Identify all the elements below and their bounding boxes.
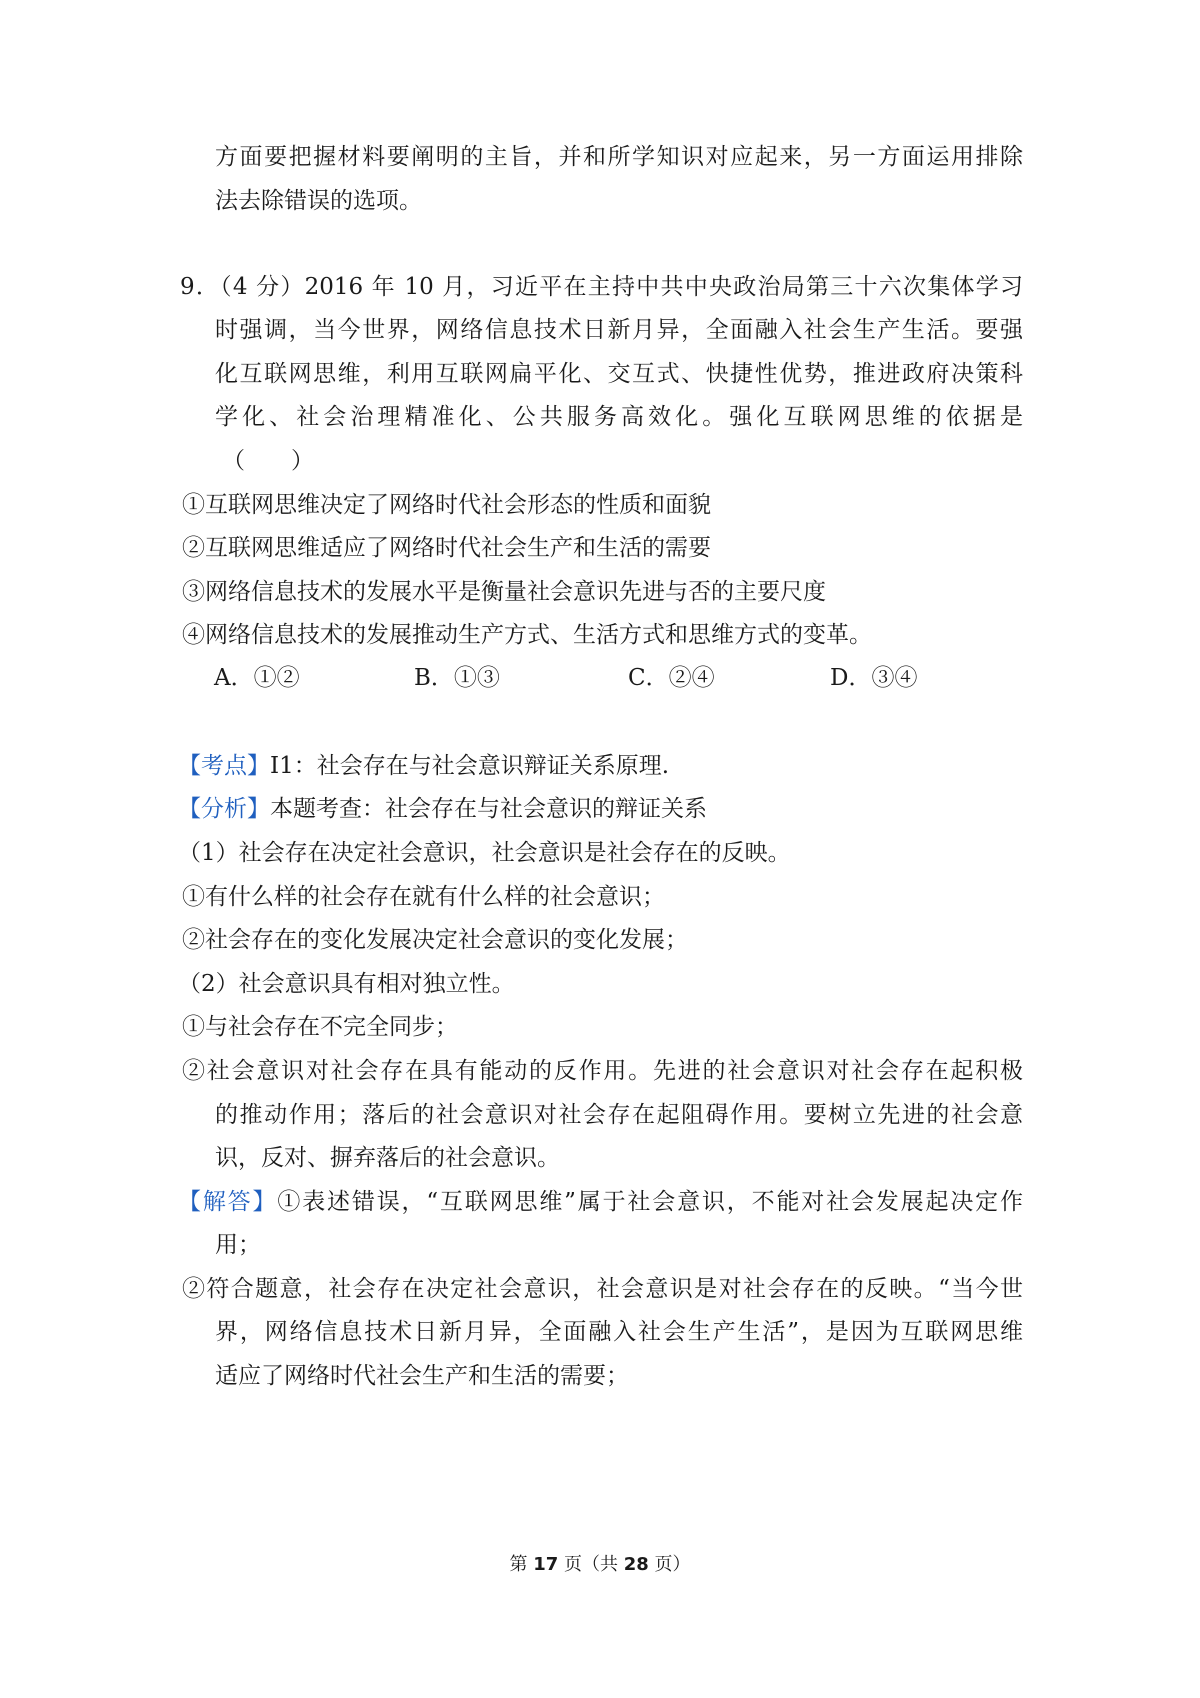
statement-4: ④网络信息技术的发展推动生产方式、生活方式和思维方式的变革。 [182,622,872,648]
fenxi-line-2: ①有什么样的社会存在就有什么样的社会意识； [182,884,665,910]
jieda-text: ①表述错误，“互联网思维”属于社会意识，不能对社会发展起决定作 [277,1189,1023,1215]
option-c: C．②④ [628,665,715,691]
jieda-section [178,1187,1023,1217]
fenxi-line-3: ②社会存在的变化发展决定社会意识的变化发展； [182,927,688,953]
fenxi-line-7: 的推动作用；落后的社会意识对社会存在起阻碍作用。要树立先进的社会意 [215,1102,1023,1128]
option-d: D．③④ [830,665,918,691]
fenxi-line-4: （2）社会意识具有相对独立性。 [178,971,515,997]
jieda-line-1: 用； [215,1232,261,1258]
option-b: B．①③ [414,665,500,691]
page-footer [0,1553,1200,1577]
footer-total-pages: 28 [623,1554,649,1575]
jieda-line-4: 适应了网络时代社会生产和生活的需要； [215,1363,629,1389]
option-a: A．①② [214,665,300,691]
footer-page-number: 17 [533,1554,559,1575]
fenxi-section [178,794,707,824]
statement-3: ③网络信息技术的发展水平是衡量社会意识先进与否的主要尺度 [182,579,826,605]
statement-2: ②互联网思维适应了网络时代社会生产和生活的需要 [182,535,711,561]
fenxi-text: 本题考查：社会存在与社会意识的辩证关系 [270,796,707,822]
fenxi-line-6: ②社会意识对社会存在具有能动的反作用。先进的社会意识对社会存在起积极 [182,1058,1023,1084]
kaodian-tag: 【考点】 [178,753,270,779]
jieda-line-3: 界，网络信息技术日新月异，全面融入社会生产生活”，是因为互联网思维 [215,1319,1023,1345]
kaodian-text: I1：社会存在与社会意识辩证关系原理. [270,753,670,779]
jieda-tag: 【解答】 [178,1189,278,1215]
answer-blank: （ ） [222,448,314,474]
kaodian-section [178,751,669,781]
intro-line-2: 法去除错误的选项。 [215,188,422,214]
fenxi-tag: 【分析】 [178,796,270,822]
intro-line-1: 方面要把握材料要阐明的主旨，并和所学知识对应起来，另一方面运用排除 [215,144,1023,170]
question-line-1: 9．（4 分）2016 年 10 月，习近平在主持中共中央政治局第三十六次集体学习 [180,274,1023,300]
statement-1: ①互联网思维决定了网络时代社会形态的性质和面貌 [182,492,711,518]
fenxi-line-5: ①与社会存在不完全同步； [182,1014,458,1040]
footer-prefix: 第 [509,1554,528,1575]
fenxi-line-1: （1）社会存在决定社会意识，社会意识是社会存在的反映。 [178,840,791,866]
question-line-3: 化互联网思维，利用互联网扁平化、交互式、快捷性优势，推进政府决策科 [215,361,1023,387]
fenxi-line-8: 识，反对、摒弃落后的社会意识。 [215,1145,560,1171]
jieda-line-2: ②符合题意，社会存在决定社会意识，社会意识是对社会存在的反映。“当今世 [182,1276,1023,1302]
footer-mid: 页（共 [564,1554,618,1575]
question-line-4: 学化、社会治理精准化、公共服务高效化。强化互联网思维的依据是 [215,404,1023,430]
question-line-2: 时强调，当今世界，网络信息技术日新月异，全面融入社会生产生活。要强 [215,317,1023,343]
footer-suffix: 页） [654,1554,691,1575]
